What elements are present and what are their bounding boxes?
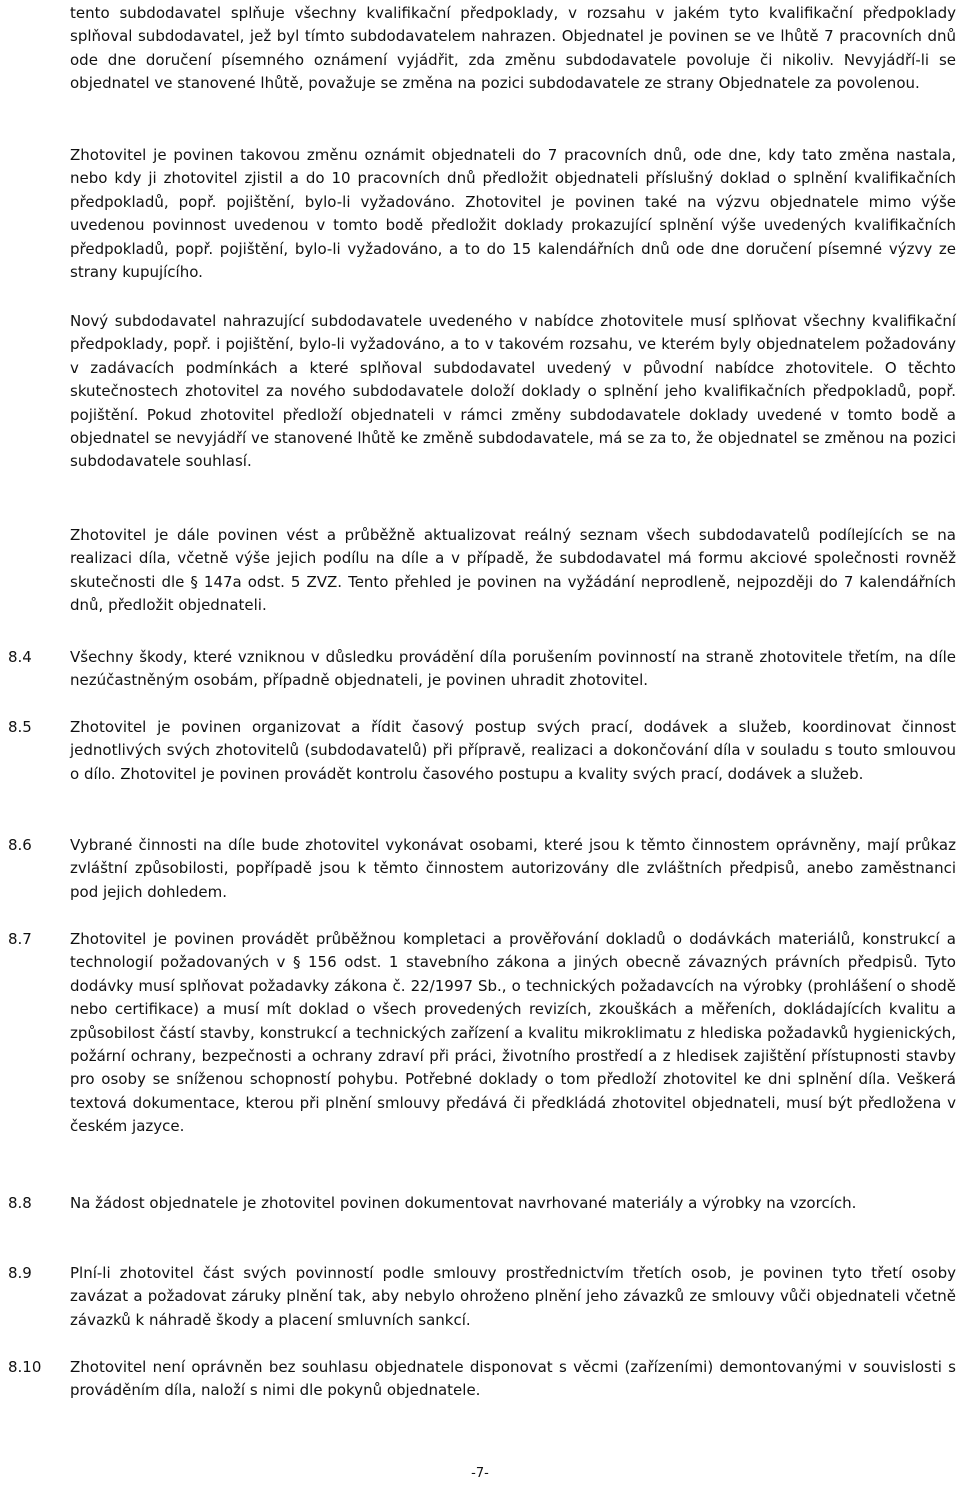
section-text: Plní-li zhotovitel část svých povinností podle smlouvy prostřednictvím třetích osob, je povinen tyto třetí osoby zavázat a požadovat záruky plnění tak, aby nebylo ohroženo plnění jeho závazků ze smlouvy vůči objednateli včetně závazků k náhradě škody a placení smluvních sankcí. [70, 1264, 956, 1329]
section-number: 8.6 [8, 836, 32, 854]
paragraph-new-subcontractor: Nový subdodavatel nahrazující subdodavatele uvedeného v nabídce zhotovitele musí splňovat všechny kvalifikační předpoklady, popř. i pojištění, bylo-li vyžadováno, a to v takovém rozsahu, ve kterém byly objednatelem požadovány v zadávacích podmínkách a které splňoval subdodavatel uvedený v původní nabídce zhotovitele. O těchto skutečnostech zhotovitel za nového subdodavatele doloží doklady o splnění jeho kvalifikačních předpokladů, popř. pojištění. Pokud zhotovitel předloží objednateli v rámci změny subdodavatele doklady uvedené v tomto bodě a objednatel se nevyjádří ve stanovené lhůtě ke změně subdodavatele, má se za to, že objednatel se změnou na pozici subdodavatele souhlasí. [70, 312, 956, 471]
page-number: -7- [471, 1466, 489, 1481]
section-text: Na žádost objednatele je zhotovitel povinen dokumentovat navrhované materiály a výrobky na vzorcích. [70, 1194, 857, 1212]
section-number: 8.5 [8, 718, 32, 736]
section-text: Vybrané činnosti na díle bude zhotovitel vykonávat osobami, které jsou k těmto činnostem oprávněny, mají průkaz zvláštní způsobilosti, popřípadě jsou k těmto činnostem autorizovány dle zvláštních předpisů, anebo zaměstnanci pod jejich dohledem. [70, 836, 956, 901]
paragraph-subcontractor-replacement: tento subdodavatel splňuje všechny kvalifikační předpoklady, v rozsahu v jakém tyto kvalifikační předpoklady splňoval subdodavatel, jež byl tímto subdodavatelem nahrazen. Objednatel je povinen se ve lhůtě 7 pracovních dnů ode dne doručení písemného oznámení vyjádřit, zda změnu subdodavatele povoluje či nikoliv. Nevyjádří-li se objednatel ve stanovené lhůtě, považuje se změna na pozici subdodavatele ze strany Objednatele za povolenou. [70, 4, 956, 93]
section-number: 8.8 [8, 1194, 32, 1212]
section-text: Zhotovitel není oprávněn bez souhlasu objednatele disponovat s věcmi (zařízeními) demontovanými v souvislosti s prováděním díla, naloží s nimi dle pokynů objednatele. [70, 1358, 956, 1400]
paragraph-change-notification: Zhotovitel je povinen takovou změnu oznámit objednateli do 7 pracovních dnů, ode dne, kdy tato změna nastala, nebo kdy ji zhotovitel zjistil a do 10 pracovních dnů předložit objednateli příslušný doklad o splnění kvalifikačních předpokladů, popř. pojištění, bylo-li vyžadováno. Zhotovitel je povinen také na výzvu objednatele mimo výše uvedenou povinnost uvedenou v tomto bodě předložit doklady prokazující splnění výše uvedených kvalifikačních předpokladů, popř. pojištění, bylo-li vyžadováno, a to do 15 kalendářních dnů ode dne doručení písemné výzvy ze strany kupujícího. [70, 146, 956, 282]
section-number: 8.7 [8, 930, 32, 948]
section-text: Zhotovitel je povinen organizovat a řídit časový postup svých prací, dodávek a služeb, koordinovat činnost jednotlivých svých zhotovitelů (subdodavatelů) při přípravě, realizaci a dokončování díla v souladu s touto smlouvou o dílo. Zhotovitel je povinen provádět kontrolu časového postupu a kvality svých prací, dodávek a služeb. [70, 718, 956, 783]
paragraph-subcontractor-list: Zhotovitel je dále povinen vést a průběžně aktualizovat reálný seznam všech subdodavatelů podílejících se na realizaci díla, včetně výše jejich podílu na díle a v případě, že subdodavatel má formu akciové společnosti rovněž skutečnosti dle § 147a odst. 5 ZVZ. Tento přehled je povinen na vyžádání neprodleně, nejpozději do 7 kalendářních dnů, předložit objednateli. [70, 526, 956, 615]
section-number: 8.9 [8, 1264, 32, 1282]
section-text: Všechny škody, které vzniknou v důsledku provádění díla porušením povinností na straně zhotovitele třetím, na díle nezúčastněným osobám, případně objednateli, je povinen uhradit zhotovitel. [70, 648, 956, 690]
section-number: 8.10 [8, 1358, 42, 1376]
section-text: Zhotovitel je povinen provádět průběžnou kompletaci a prověřování dokladů o dodávkách materiálů, konstrukcí a technologií požadovaných v § 156 odst. 1 stavebního zákona a jiných obecně závazných právních předpisů. Tyto dodávky musí splňovat požadavky zákona č. 22/1997 Sb., o technických požadavcích na výrobky (prohlášení o shodě nebo certifikace) a musí mít doklad o všech provedených revizích, zkouškách a měřeních, dokládajících kvalitu a způsobilost částí stavby, konstrukcí a technických zařízení a kvalitu mikroklimatu z hlediska požadavků hygienických, požární ochrany, bezpečnosti a ochrany zdraví při práci, životního prostředí a z hledisek zajištění přístupnosti stavby pro osoby se sníženou schopností pohybu. Potřebné doklady o tom předloží zhotovitel ke dni splnění díla. Veškerá textová dokumentace, kterou při plnění smlouvy předává či předkládá zhotovitel objednateli, musí být předložena v českém jazyce. [70, 930, 956, 1136]
section-number: 8.4 [8, 648, 32, 666]
